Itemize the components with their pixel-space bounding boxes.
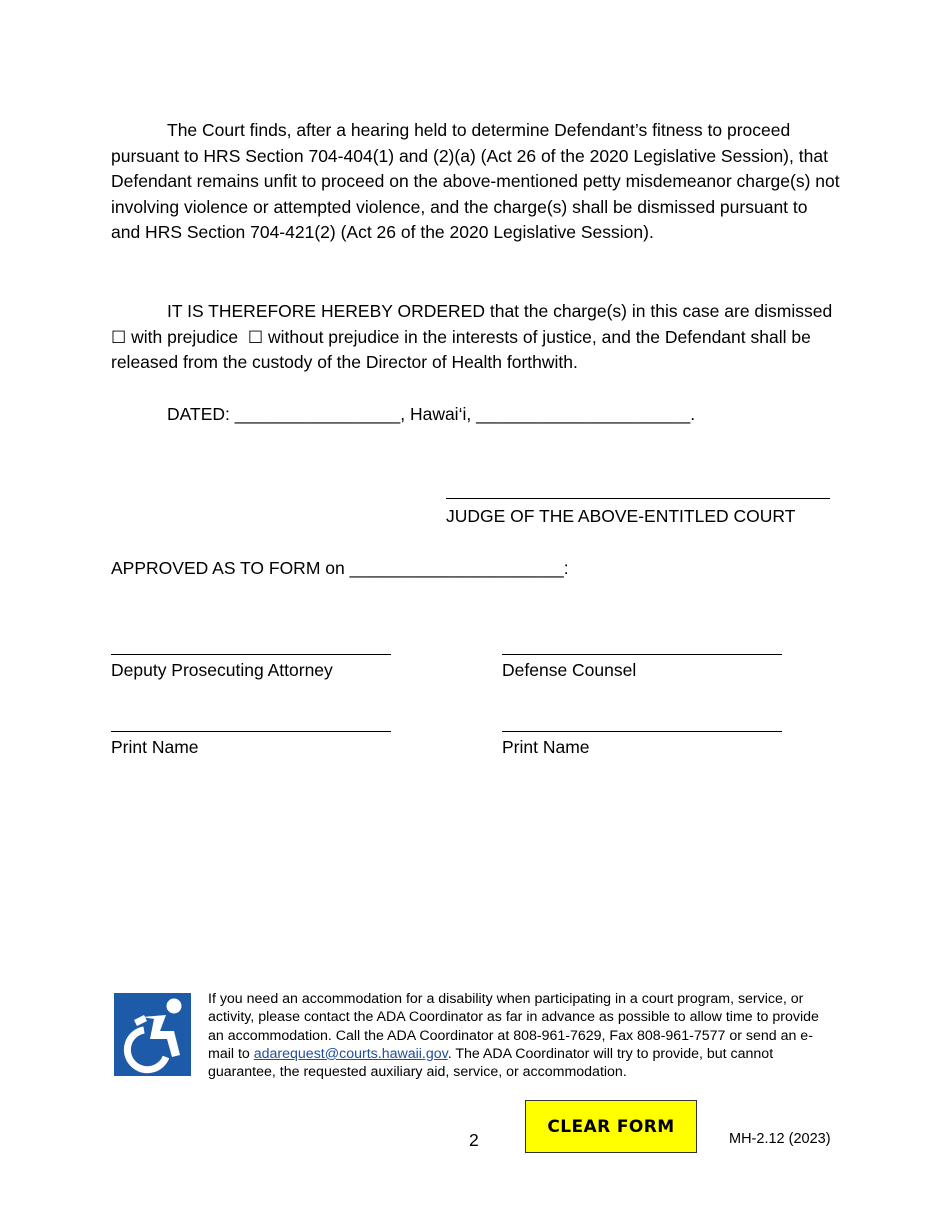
dated-second-field[interactable]: ______________________ [476, 404, 691, 424]
with-prejudice-label: with prejudice [131, 326, 239, 347]
judge-label: JUDGE OF THE ABOVE-ENTITLED COURT [446, 506, 796, 526]
approved-end: : [563, 558, 569, 578]
order-text: IT IS THEREFORE HEREBY ORDERED that the charge(s) in this case are dismissed [167, 301, 833, 321]
dated-date-field[interactable]: _________________ [234, 404, 401, 424]
with-prejudice-checkbox[interactable]: ☐ [111, 327, 127, 347]
defense-title: Defense Counsel [502, 660, 637, 680]
ada-notice [208, 990, 820, 1081]
prosecutor-signature-line[interactable] [111, 654, 391, 655]
ada-text-after: . The ADA Coordinator will try to provide, but cannot guarantee, the requested auxiliary aid, service, or accommodation. [208, 1045, 774, 1081]
defense-print-name-line[interactable] [502, 731, 782, 732]
prosecutor-print-name-label: Print Name [111, 737, 199, 757]
dated-place: , Hawai‘i, [400, 404, 472, 424]
prosecutor-title: Deputy Prosecuting Attorney [111, 660, 333, 680]
accessibility-wheelchair-icon [114, 993, 191, 1076]
defense-print-name-label: Print Name [502, 737, 590, 757]
ada-email-link[interactable]: adarequest@courts.hawaii.gov [253, 1045, 448, 1062]
defense-signature-line[interactable] [502, 654, 782, 655]
prosecutor-print-name-line[interactable] [111, 731, 391, 732]
order-paragraph [111, 299, 841, 376]
clear-form-button[interactable]: CLEAR FORM [525, 1100, 697, 1153]
approved-line [111, 558, 569, 579]
dated-line [167, 404, 695, 425]
without-prejudice-checkbox[interactable]: ☐ [247, 327, 264, 347]
finding-paragraph: The Court finds, after a hearing held to determine Defendant’s fitness to proceed pursuant to HRS Section 704-404(1) and (2)(a) (Act 26 of the 2020 Legislative Session), that Defendant remains unfit to proceed on the above-mentioned petty misdemeanor charge(s) not involving violence or attempted violence, and the charge(s) shall be dismissed pursuant to and HRS Section 704-421(2) (Act 26 of the 2020 Legislative Session). [111, 120, 840, 243]
judge-signature-line[interactable] [446, 498, 830, 499]
form-code: MH-2.12 (2023) [729, 1131, 831, 1147]
approved-label: APPROVED AS TO FORM on [111, 558, 345, 578]
page-number: 2 [469, 1130, 479, 1150]
without-prejudice-label: without prejudice in the interests of justice, and the Defendant shall be released from the custody of the Director of Health forthwith. [111, 326, 811, 373]
dated-end: . [690, 404, 696, 424]
ada-text-before: If you need an accommodation for a disability when participating in a court program, service, or activity, please contact the ADA Coordinator as far in advance as possible to allow time to provide an accommodation. Call the ADA Coordinator at 808-961-7629, Fax 808-961-7577 or send an e-mail to [208, 991, 819, 1062]
dated-label: DATED: [167, 404, 230, 424]
approved-date-field[interactable]: ______________________ [349, 558, 564, 578]
